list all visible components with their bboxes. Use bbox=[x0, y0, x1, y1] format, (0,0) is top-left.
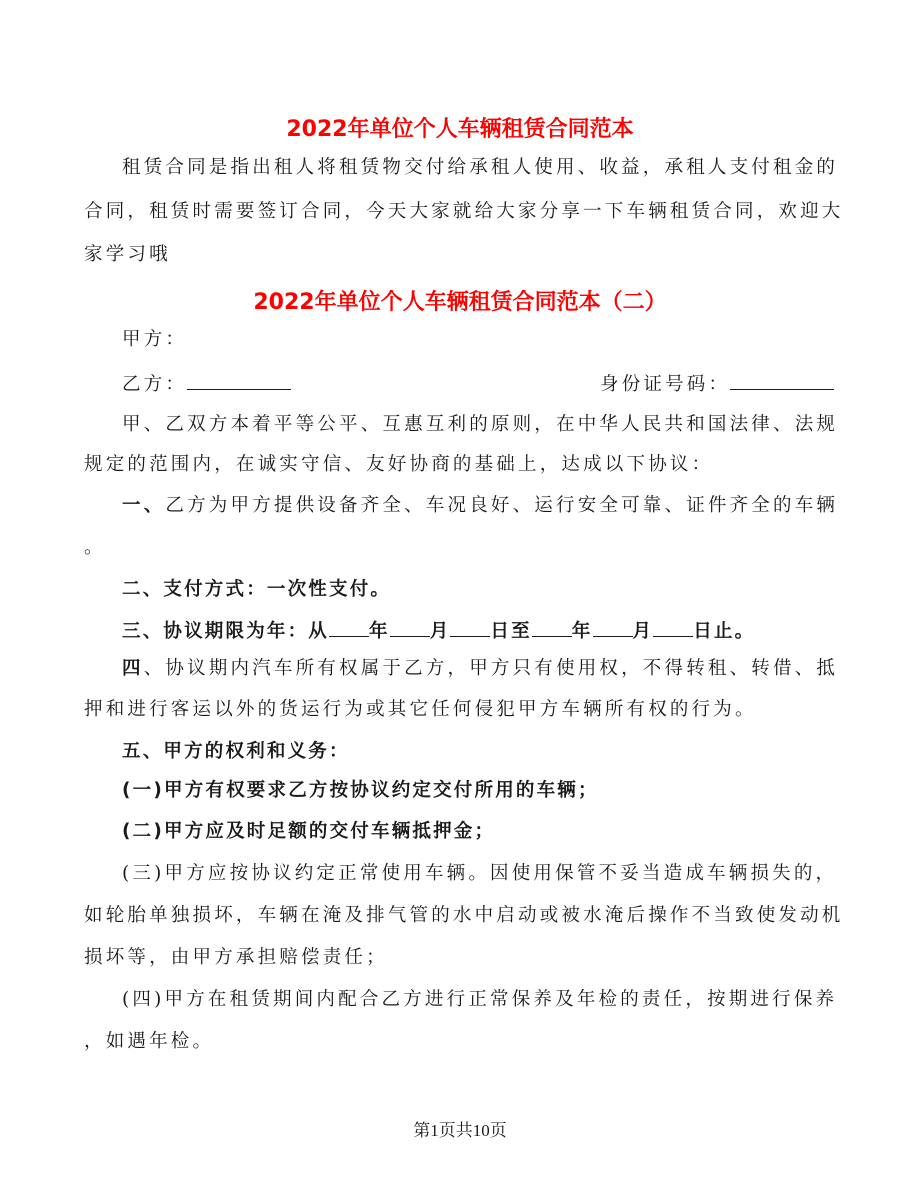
clause-1-text: 乙方为甲方提供设备齐全、车况良好、运行安全可靠、证件齐全的车辆 bbox=[165, 495, 839, 516]
id-blank[interactable] bbox=[730, 371, 834, 390]
day-end-label: 日止。 bbox=[693, 621, 756, 642]
item-4-line-1: (四)甲方在租赁期间内配合乙方进行正常保养及年检的责任，按期进行保养 bbox=[122, 989, 838, 1010]
item-1: (一)甲方有权要求乙方按协议约定交付所用的车辆； bbox=[122, 780, 599, 801]
section-title: 2022年单位个人车辆租赁合同范本（二） bbox=[253, 290, 667, 315]
clause-4-number: 四 bbox=[122, 658, 144, 679]
page-indicator: 第1页共10页 bbox=[413, 1121, 507, 1140]
clause-5: 五、甲方的权利和义务： bbox=[122, 741, 350, 762]
item-2: (二)甲方应及时足额的交付车辆抵押金； bbox=[122, 821, 496, 842]
start-day-blank[interactable] bbox=[450, 618, 490, 637]
end-day-blank[interactable] bbox=[653, 618, 693, 637]
end-month-blank[interactable] bbox=[593, 618, 633, 637]
clause-4 bbox=[122, 657, 874, 681]
intro-line-1: 租赁合同是指出租人将租赁物交付给承租人使用、收益，承租人支付租金的 bbox=[122, 157, 839, 178]
preamble-line-1: 甲、乙双方本着平等公平、互惠互利的原则，在中华人民共和国法律、法规 bbox=[122, 414, 839, 435]
preamble-line-2: 规定的范围内，在诚实守信、友好协商的基础上，达成以下协议： bbox=[84, 454, 714, 475]
clause-1-number: 一、 bbox=[122, 495, 166, 516]
party-b-blank[interactable] bbox=[187, 371, 291, 390]
id-row bbox=[600, 371, 840, 397]
item-3-line-2: 如轮胎单独损坏，车辆在淹及排气管的水中启动或被水淹后操作不当致使发动机 bbox=[84, 905, 844, 926]
clause-1 bbox=[122, 494, 874, 518]
id-label: 身份证号码： bbox=[600, 374, 731, 395]
year-label: 年 bbox=[369, 621, 390, 642]
item-3-line-3: 损坏等，由甲方承担赔偿责任； bbox=[84, 947, 388, 968]
clause-3 bbox=[122, 618, 874, 644]
intro-line-2: 合同，租赁时需要签订合同，今天大家就给大家分享一下车辆租赁合同，欢迎大 bbox=[84, 201, 844, 222]
document-title: 2022年单位个人车辆租赁合同范本 bbox=[286, 117, 634, 142]
start-year-blank[interactable] bbox=[329, 618, 369, 637]
month-label-2: 月 bbox=[632, 621, 654, 642]
party-a-label: 甲方： bbox=[122, 329, 188, 350]
intro-line-3: 家学习哦 bbox=[84, 244, 171, 265]
item-4-line-2: ，如遇年检。 bbox=[84, 1031, 215, 1052]
item-3-line-1: (三)甲方应按协议约定正常使用车辆。因使用保管不妥当造成车辆损失的， bbox=[122, 863, 838, 884]
clause-4-continuation: 押和进行客运以外的货运行为或其它任何侵犯甲方车辆所有权的行为。 bbox=[84, 699, 757, 720]
clause-1-continuation: 。 bbox=[84, 537, 106, 558]
year-label-2: 年 bbox=[571, 621, 593, 642]
end-year-blank[interactable] bbox=[532, 618, 572, 637]
clause-3-prefix: 三、协议期限为年：从 bbox=[122, 621, 330, 642]
start-month-blank[interactable] bbox=[390, 618, 430, 637]
clause-2: 二、支付方式：一次性支付。 bbox=[122, 579, 392, 600]
party-b-label: 乙方： bbox=[122, 374, 188, 395]
day-to-label: 日至 bbox=[490, 621, 532, 642]
clause-4-text: 、协议期内汽车所有权属于乙方，甲方只有使用权，不得转租、转借、抵 bbox=[143, 658, 839, 679]
month-label: 月 bbox=[429, 621, 451, 642]
